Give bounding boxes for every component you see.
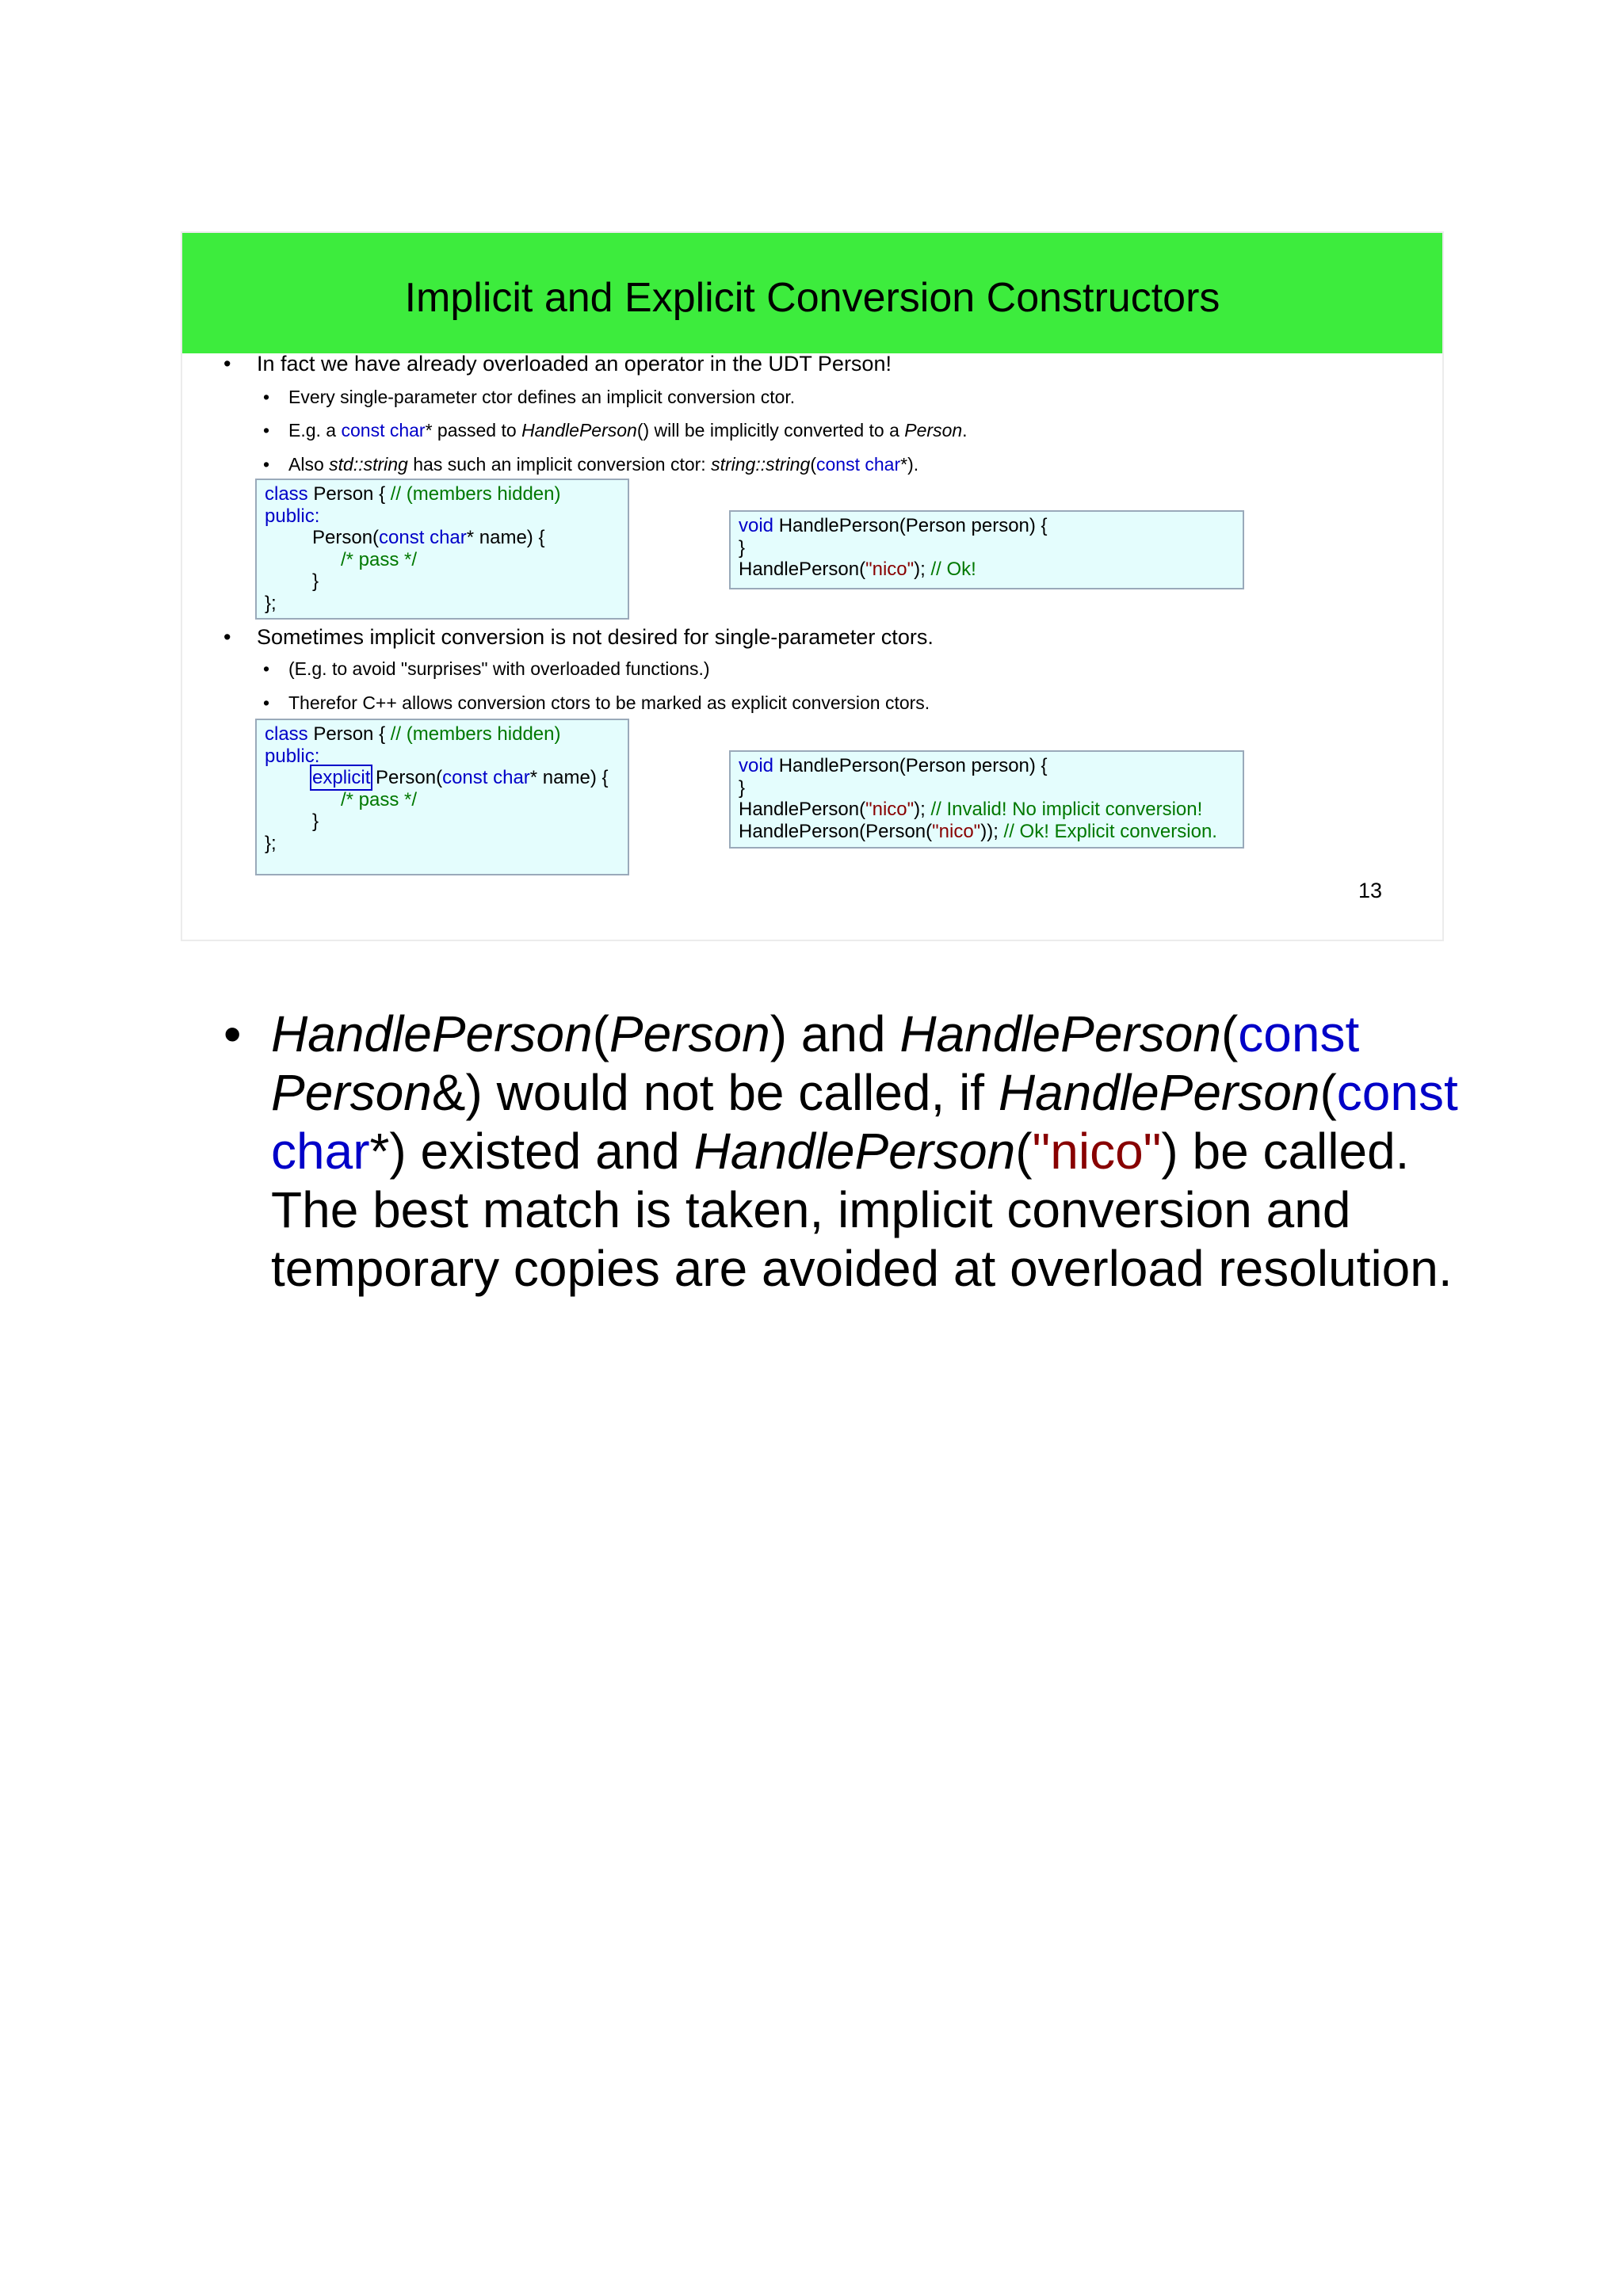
code-block-class-person: class Person { // (members hidden) public: Person(const char* name) { /* pass */ } };: [255, 479, 629, 620]
slide-title: Implicit and Explicit Conversion Constructors: [404, 275, 1220, 321]
note-text: HandlePerson(Person) and HandlePerson(const Person&) would not be called, if HandlePerson(const char*) existed and HandlePerson("nico") be called. The best match is taken, implicit conversion and temporary copies are avoided at overload resolution.: [271, 1005, 1458, 1297]
code-block-handle-person: void HandlePerson(Person person) { } HandlePerson("nico"); // Ok!: [729, 510, 1244, 589]
note-bullet: •: [223, 1005, 242, 1062]
code-block-explicit-person: class Person { // (members hidden) public: explicit Person(const char* name) { /* pass */ } };: [255, 719, 629, 875]
explicit-keyword-highlight: explicit: [312, 767, 371, 788]
slide: Implicit and Explicit Conversion Constructors • In fact we have already overloaded an operator in the UDT Person! • Every single-parameter ctor defines an implicit conversion ctor. • E.g. a const char* passed to HandlePerson() will be implicitly converted to a Person. • Also std::string has such an implicit conversion ctor: string::string(const char*). class Person { // (members hidden) public: Person(const char* name) { /* pass */ } }; void HandlePerson(Person person) { } HandlePerson("nico"); // Ok! • Sometimes implicit conversion is not desired for single-parameter ctors. • (E.g. to avoid "surprises" with overloaded functions.) • Therefor C++ allows conversion ctors to be marked as explicit conversion ctors. class Person { // (members hidden) public: explicit Person(const char* name) { /* pass */ } }; void HandlePerson(Person person) { } HandlePerson("nico"); // Invalid! No implicit conversion! HandlePerson(Person("nico")); // Ok! Explicit conversion. 13: [181, 231, 1444, 941]
title-bar: [182, 233, 1442, 353]
code-block-handle-person-explicit: void HandlePerson(Person person) { } HandlePerson("nico"); // Invalid! No implicit conversion! HandlePerson(Person("nico")); // Ok! Explicit conversion.: [729, 750, 1244, 849]
page-number: 13: [1358, 879, 1383, 902]
